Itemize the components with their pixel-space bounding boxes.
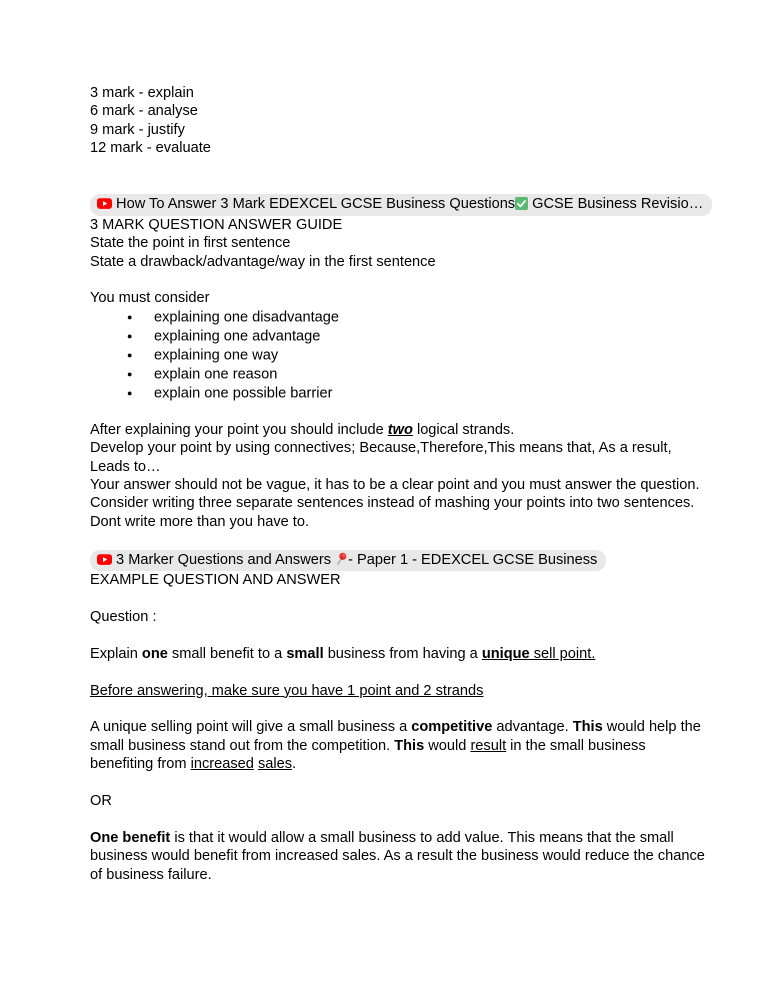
bullet-item [90,308,690,327]
text-run: After explaining your point you should include [90,421,388,438]
text-run: Leads to… [90,458,161,475]
text-run: How To Answer 3 Mark EDEXCEL GCSE Business Questions [112,196,516,213]
text-run: EXAMPLE QUESTION AND ANSWER [90,572,341,589]
bullet-item [90,327,690,346]
text-run: business from having a [323,645,482,662]
youtube-icon [97,198,112,209]
text-run: would [424,737,471,754]
video-link-chip-2[interactable] [90,550,606,571]
text-line [90,866,690,884]
blank-line [90,663,690,681]
text-run: . [292,756,297,773]
bullet-icon: ● [127,311,133,322]
text-run: explain one reason [154,366,278,383]
text-run: sales [257,756,293,773]
text-line [90,682,690,700]
text-run: small benefit to a [167,645,287,662]
youtube-icon [97,554,112,565]
text-run: two [387,421,413,438]
blank-line [90,158,690,176]
blank-line [90,271,690,289]
bullet-item [90,365,690,384]
text-line [90,439,690,457]
bullet-item [90,346,690,365]
text-line [90,84,690,102]
text-line [90,234,690,252]
video-link-chip-1[interactable] [90,194,712,215]
text-line [90,458,690,476]
text-run: increased [190,756,254,773]
text-run: business would benefit from increased sales. As a result the business would reduce the chance [90,848,705,865]
text-run: 12 mark - evaluate [90,140,211,157]
text-run: You must consider [90,290,210,307]
text-run: Consider writing three separate sentences instead of mashing your points into two sentences. [90,495,695,512]
text-line [90,121,690,139]
text-run: one [141,645,168,662]
text-run: 6 mark - analyse [90,103,198,120]
text-run: advantage. [492,719,573,736]
text-line [90,421,690,439]
text-line [90,102,690,120]
blank-line [90,700,690,718]
text-run: State a drawback/advantage/way in the first sentence [90,253,436,270]
pushpin-icon [335,552,348,566]
text-line [90,792,690,810]
text-run: benefiting from [90,756,191,773]
blank-line [90,589,690,607]
text-run: This [394,737,425,754]
chip-line [90,550,690,571]
check-icon [515,197,528,210]
bullet-icon: ● [127,368,133,379]
bullet-item [90,384,690,403]
text-line [90,139,690,157]
text-line [90,718,701,736]
text-run: - Paper 1 - EDEXCEL GCSE Business [348,551,598,568]
text-run: explaining one advantage [154,328,321,345]
text-run: explaining one disadvantage [154,309,340,326]
text-run: competitive [411,719,493,736]
text-run: 9 mark - justify [90,121,185,138]
bullet-icon: ● [127,349,133,360]
text-run: A unique selling point will give a small business a [90,719,412,736]
blank-line [90,531,690,549]
blank-line [90,774,690,792]
text-run: Dont write more than you have to. [90,513,310,530]
text-run: Question : [90,608,157,625]
text-line [90,829,690,847]
text-line [90,737,690,755]
text-run: result [470,737,507,754]
blank-line [90,810,690,828]
text-line [90,847,705,865]
text-line [90,755,690,773]
text-run: unique [481,645,530,662]
text-run: Develop your point by using connectives; Because,Therefore,This means that, As a result, [90,440,672,457]
text-run: logical strands. [412,421,515,438]
blank-line [90,176,690,194]
text-run: One benefit [90,829,171,846]
text-run: small business stand out from the competition. [90,737,395,754]
chip-line [90,194,704,215]
text-line [90,253,690,271]
text-line [90,494,695,512]
blank-line [90,626,690,644]
text-line [90,216,690,234]
text-line [90,608,690,626]
text-line [90,476,700,494]
text-line [90,571,690,589]
text-run: GCSE Business Revisio… [528,196,704,213]
text-run: OR [90,792,112,809]
text-run: sell point. [529,645,596,662]
text-line [90,645,690,663]
text-line [90,289,690,307]
text-run: 3 Marker Questions and Answers [112,551,336,568]
text-run: explaining one way [154,347,279,364]
text-run: State the point in first sentence [90,235,291,252]
text-run: 3 MARK QUESTION ANSWER GUIDE [90,216,343,233]
bullet-icon: ● [127,387,133,398]
text-run: Your answer should not be vague, it has to be a clear point and you must answer the question. [90,477,700,494]
text-run: This [572,719,603,736]
text-line [90,513,690,531]
text-run: in the small business [506,737,646,754]
text-run: of business failure. [90,866,212,883]
text-run: would help the [602,719,701,736]
blank-line [90,402,690,420]
text-run: Explain [90,645,142,662]
text-run: explain one possible barrier [154,385,333,401]
text-run: 3 mark - explain [90,85,194,101]
text-run: Before answering, make sure you have 1 point and 2 strands [90,682,484,699]
text-run: small [286,645,324,662]
text-run: is that it would allow a small business to add value. This means that the small [170,829,674,846]
bullet-icon: ● [127,330,133,341]
